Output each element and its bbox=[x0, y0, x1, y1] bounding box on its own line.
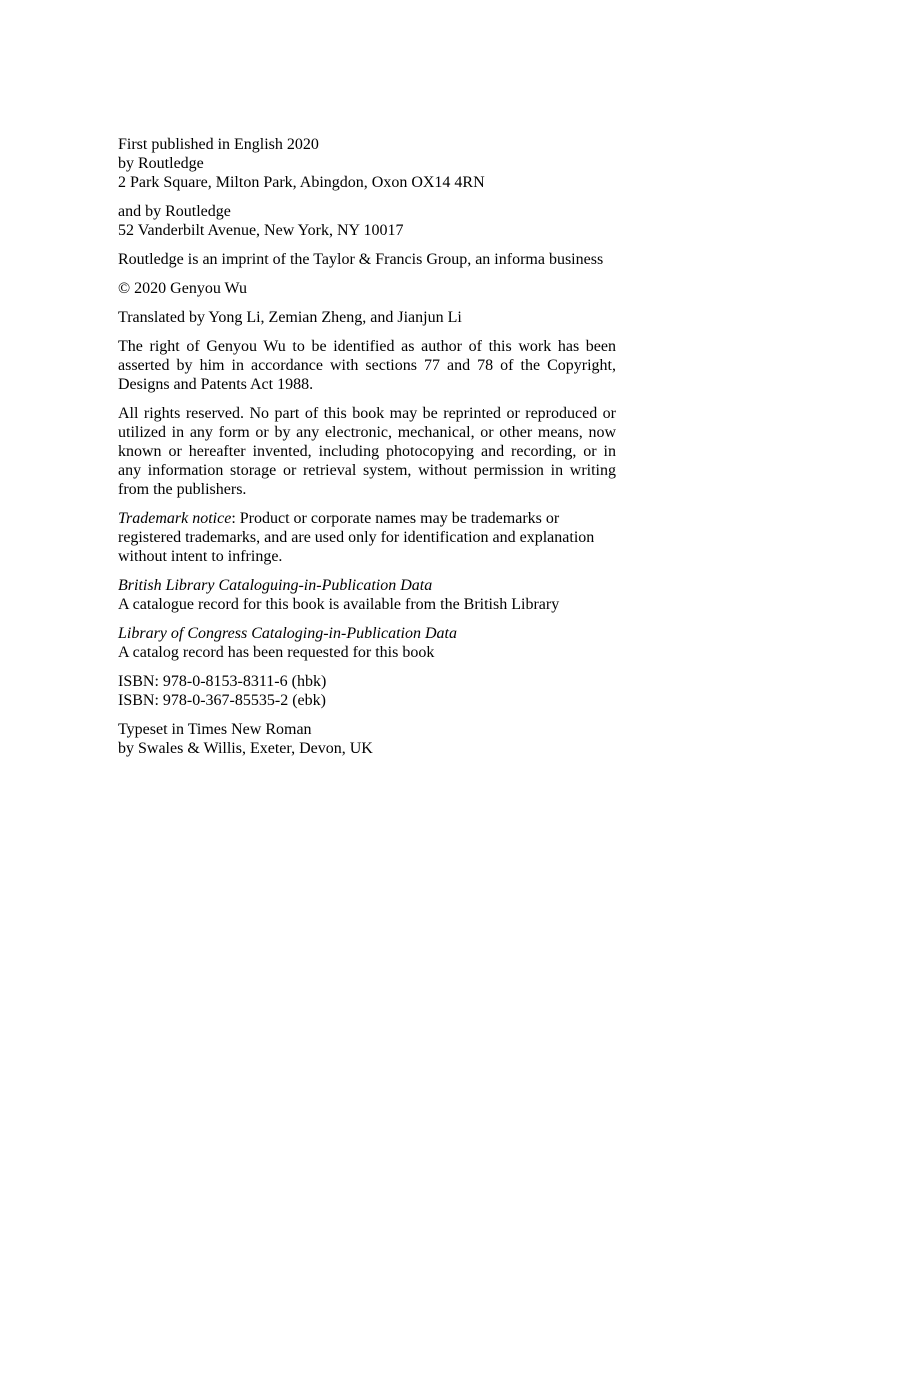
isbn-block bbox=[118, 672, 616, 710]
first-published-line: First published in English 2020 bbox=[118, 136, 319, 153]
publication-us-block bbox=[118, 202, 616, 240]
typesetter-line: by Swales & Willis, Exeter, Devon, UK bbox=[118, 740, 373, 757]
british-library-cip-block bbox=[118, 576, 616, 614]
all-rights-reserved-statement: All rights reserved. No part of this book may be reprinted or reproduced or utilized in any form or by any electronic, mechanical, or other means, now known or hereafter invented, including photocopying and recording, or in any information storage or retrieval system, without permission in writing from the publishers. bbox=[118, 405, 616, 498]
british-library-cip-heading: British Library Cataloguing-in-Publication Data bbox=[118, 577, 433, 594]
typeset-font-line: Typeset in Times New Roman bbox=[118, 721, 312, 738]
library-of-congress-cip-heading: Library of Congress Cataloging-in-Publication Data bbox=[118, 625, 457, 642]
publisher-uk-name: by Routledge bbox=[118, 155, 204, 172]
trademark-notice bbox=[118, 509, 616, 566]
publisher-us-name: and by Routledge bbox=[118, 203, 231, 220]
library-of-congress-cip-block bbox=[118, 624, 616, 662]
library-of-congress-cip-statement: A catalog record has been requested for this book bbox=[118, 644, 435, 661]
translators-credit: Translated by Yong Li, Zemian Zheng, and Jianjun Li bbox=[118, 309, 462, 326]
colophon bbox=[118, 135, 616, 768]
publisher-uk-address: 2 Park Square, Milton Park, Abingdon, Oxon OX14 4RN bbox=[118, 174, 485, 191]
typesetting-block bbox=[118, 720, 616, 758]
isbn-ebook: ISBN: 978-0-367-85535-2 (ebk) bbox=[118, 692, 326, 709]
trademark-notice-label: Trademark notice bbox=[118, 510, 232, 527]
copyright-notice: © 2020 Genyou Wu bbox=[118, 280, 247, 297]
imprint-statement: Routledge is an imprint of the Taylor & Francis Group, an informa business bbox=[118, 251, 604, 268]
moral-rights-statement: The right of Genyou Wu to be identified as author of this work has been asserted by him in accordance with sections 77 and 78 of the Copyright, Designs and Patents Act 1988. bbox=[118, 338, 616, 393]
trademark-notice-text: : Product or corporate names may be trademarks or registered trademarks, and are used only for identification and explanation without intent to infringe. bbox=[118, 510, 595, 565]
isbn-hardback: ISBN: 978-0-8153-8311-6 (hbk) bbox=[118, 673, 327, 690]
british-library-cip-statement: A catalogue record for this book is available from the British Library bbox=[118, 596, 560, 613]
publisher-us-address: 52 Vanderbilt Avenue, New York, NY 10017 bbox=[118, 222, 404, 239]
publication-uk-block bbox=[118, 135, 616, 192]
